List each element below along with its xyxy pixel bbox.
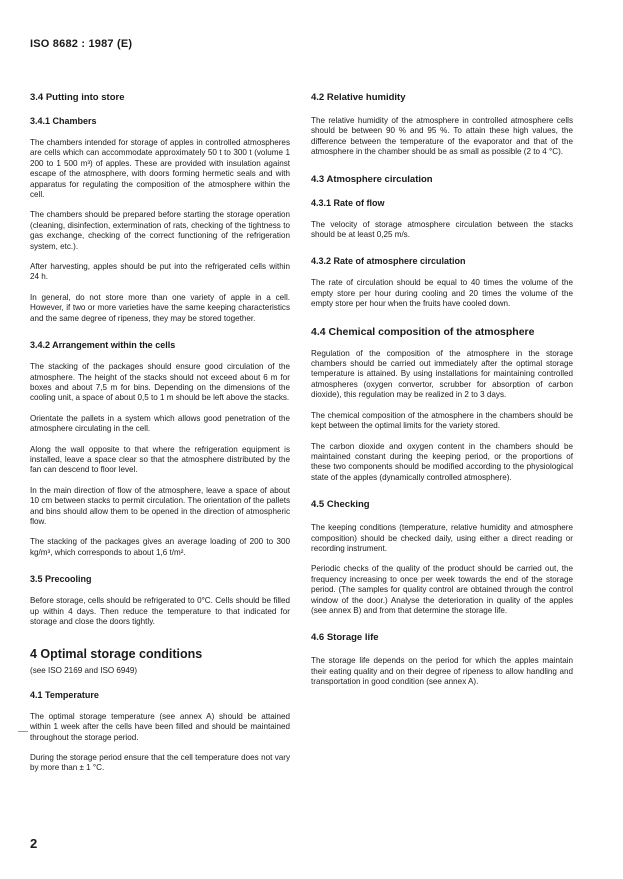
section-3-4-2-title: 3.4.2 Arrangement within the cells [30,340,176,351]
paragraph: The relative humidity of the atmosphere in controlled atmosphere cells should be between 90 % and 95 %. To attain these high values, the difference between the temperature of the evaporator and that of the atmosphere in the chamber should be as small as possible (2 to 4 °C). [311,116,573,157]
paragraph: The carbon dioxide and oxygen content in the chambers should be maintained constant during the keeping period, or the proportions of these two components should be modified according to the physiological state of the apples (dynamically controlled atmosphere). [311,441,573,482]
paragraph: Before storage, cells should be refrigerated to 0°C. Cells should be filled up within 4 days. Then reduce the temperature to that indicated for storage and close the doors tightly. [30,596,290,626]
paragraph: The stacking of the packages gives an average loading of 200 to 300 kg/m³, which corresponds to about 1,6 t/m². [30,537,290,557]
section-4-5-title: 4.5 Checking [311,499,370,511]
paragraph: The chemical composition of the atmosphere in the chambers should be kept between the optimal limits for the variety stored. [311,410,573,431]
paragraph: In the main direction of flow of the atmosphere, leave a space of about 10 cm between stacks to permit circulation. The orientation of the pallets and bins should allow them to be opened in the direction of atmospheric flow. [30,485,290,526]
section-4-6-title: 4.6 Storage life [311,632,379,644]
paragraph: During the storage period ensure that the cell temperature does not vary by more than ± 1 °C. [30,753,290,773]
paragraph: Along the wall opposite to that where the refrigeration equipment is installed, leave a space clear so that the atmosphere distributed by the fan can descend to floor level. [30,444,290,475]
paragraph: The rate of circulation should be equal to 40 times the volume of the empty store per hour during cooling and 20 times the volume of the empty store per hour when the fruits have cooled down. [311,278,573,309]
paragraph: Orientate the pallets in a system which allows good penetration of the atmosphere circulating in the cell. [30,413,290,434]
document-header: ISO 8682 : 1987 (E) [30,38,133,50]
section-4-4-title: 4.4 Chemical composition of the atmosphere [311,325,535,338]
section-4-3-2-title: 4.3.2 Rate of atmosphere circulation [311,256,466,267]
paragraph: Periodic checks of the quality of the product should be carried out, the frequency increasing to once per week towards the end of the storage period. (The samples for quality control are obtained through the control window of the door.) Analyse the deterioration in quality of the apples (see annex B) and from that determine the storage life. [311,564,573,615]
paragraph: In general, do not store more than one variety of apple in a cell. However, if two or more varieties have the same keeping characteristics and the same degree of ripeness, they may be stored together. [30,292,290,323]
section-3-5-title: 3.5 Precooling [30,574,92,585]
section-4-title: 4 Optimal storage conditions [30,647,203,662]
paragraph: The optimal storage temperature (see annex A) should be attained within 1 week after the cells have been filled and should be maintained throughout the storage period. [30,711,290,742]
section-3-4-1-title: 3.4.1 Chambers [30,116,97,126]
left-column [30,92,290,784]
margin-mark [18,731,28,732]
paragraph: The storage life depends on the period for which the apples maintain their eating quality and on their degree of ripeness to allow handling and transportation in good condition (see annex A). [311,656,573,687]
section-4-3-title: 4.3 Atmosphere circulation [311,173,433,185]
section-4-3-1-title: 4.3.1 Rate of flow [311,197,385,208]
paragraph: The keeping conditions (temperature, relative humidity and atmosphere composition) should be checked daily, using either a direct reading or recording instrument. [311,523,573,553]
right-column [311,92,573,698]
section-4-reference: (see ISO 2169 and ISO 6949) [30,666,138,676]
paragraph: The velocity of storage atmosphere circulation between the stacks should be at least 0,25 m/s. [311,219,573,240]
section-4-1-title: 4.1 Temperature [30,689,99,700]
section-4-2-title: 4.2 Relative humidity [311,92,406,103]
paragraph: The stacking of the packages should ensure good circulation of the atmosphere. The height of the stacks should not exceed about 6 m for boxes and about 7,5 m for bins. Depending on the dimensions of the cooling unit, a space of about 0,5 to 1 m should be left above the stacks. [30,362,290,403]
paragraph: Regulation of the composition of the atmosphere in the storage chambers should be carried out immediately after the optimal storage temperature is attained. By using installations for maintaining controlled atmospheres (oxygen convertor, scrubber for absorption of carbon dioxide), this regulation may be realized in 2 to 3 days. [311,348,573,400]
paragraph: After harvesting, apples should be put into the refrigerated cells within 24 h. [30,262,290,282]
section-3-4-title: 3.4 Putting into store [30,92,125,103]
paragraph: The chambers should be prepared before starting the storage operation (cleaning, disinfection, extermination of rats, checking of the tightness to gas exchange, checking of the correct functioning of the refrigeration system, etc.). [30,210,290,251]
page-number: 2 [30,836,38,851]
paragraph: The chambers intended for storage of apples in controlled atmospheres are cells which can accommodate approximately 50 t to 300 t (volume 1 200 to 1 500 m³) of apples. These are provided with insulation against escape of the atmosphere, with doors forming hermetic seals and with apparatus for regulating the composition of the atmosphere within the cell. [30,138,290,200]
